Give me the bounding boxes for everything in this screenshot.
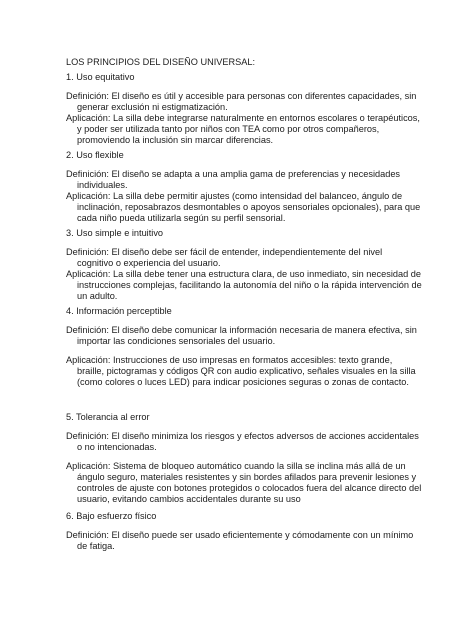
section-4-application — [66, 355, 416, 388]
application-line: Aplicación: La silla debe integrarse naturalmente en entornos escolares o terapéuticos, — [66, 113, 420, 124]
application-line: braille, pictogramas y códigos QR con audio explicativo, señales visuales en la silla — [77, 366, 416, 377]
definition-line: de fatiga. — [77, 541, 115, 552]
application-line: Aplicación: La silla debe tener una estructura clara, de uso inmediato, sin necesidad de — [66, 269, 421, 280]
application-line: Aplicación: Instrucciones de uso impresas en formatos accesibles: texto grande, — [66, 355, 393, 365]
definition-line: Definición: El diseño es útil y accesible para personas con diferentes capacidades, sin — [66, 91, 417, 101]
definition-line: importar las condiciones sensoriales del usuario. — [77, 336, 276, 347]
definition-line: Definición: El diseño puede ser usado eficientemente y cómodamente con un mínimo — [66, 530, 414, 540]
definition-line: Definición: El diseño se adapta a una amplia gama de preferencias y necesidades — [66, 169, 401, 179]
application-line: un adulto. — [77, 291, 118, 302]
section-3-body — [66, 247, 422, 302]
section-2-body — [66, 169, 421, 224]
application-line: promoviendo la inclusión sin marcar diferencias. — [77, 135, 274, 146]
section-5-application — [66, 461, 422, 505]
application-line: instrucciones complejas, facilitando la autonomía del niño o la rápida intervención de — [77, 280, 422, 291]
section-heading-1: 1. Uso equitativo — [66, 72, 135, 82]
section-6-definition — [66, 530, 416, 552]
definition-line: generar exclusión ni estigmatización. — [77, 102, 228, 113]
definition-line: individuales. — [77, 180, 128, 191]
section-5-definition — [66, 431, 419, 453]
application-line: Aplicación: Sistema de bloqueo automático cuando la silla se inclina más allá de un — [66, 461, 406, 471]
definition-line: cognitivo o experiencia del usuario. — [77, 258, 221, 269]
application-line: Aplicación: La silla debe permitir ajustes (como intensidad del balanceo, ángulo de — [66, 191, 403, 202]
section-1-body — [66, 91, 420, 146]
section-heading-3: 3. Uso simple e intuitivo — [66, 228, 164, 238]
application-line: inclinación, reposabrazos desmontables o apoyos sensoriales opcionales), para que — [77, 202, 421, 213]
application-line: usuario, evitando cambios accidentales durante su uso — [77, 494, 301, 505]
application-line: cada niño pueda utilizarla según su perfil sensorial. — [77, 213, 286, 224]
definition-line: Definición: El diseño debe comunicar la información necesaria de manera efectiva, sin — [66, 325, 417, 335]
application-line: (como colores o luces LED) para indicar posiciones seguras o zonas de contacto. — [77, 377, 409, 388]
application-line: y poder ser utilizada tanto por niños con TEA como por otros compañeros, — [77, 124, 380, 135]
definition-line: o no intencionadas. — [77, 442, 157, 453]
section-heading-4: 4. Información perceptible — [66, 306, 172, 316]
section-4-definition — [66, 325, 416, 347]
document-title: LOS PRINCIPIOS DEL DISEÑO UNIVERSAL: — [66, 57, 256, 67]
application-line: ángulo seguro, materiales resistentes y sin bordes afilados para prevenir lesiones y — [77, 472, 417, 483]
application-line: controles de ajuste con botones protegidos o colocados fuera del alcance directo del — [77, 483, 422, 494]
section-heading-2: 2. Uso flexible — [66, 150, 124, 160]
section-heading-5: 5. Tolerancia al error — [66, 412, 150, 422]
definition-line: Definición: El diseño debe ser fácil de entender, independientemente del nivel — [66, 247, 383, 257]
section-heading-6: 6. Bajo esfuerzo físico — [66, 511, 157, 521]
definition-line: Definición: El diseño minimiza los riesgos y efectos adversos de acciones accidentales — [66, 431, 419, 441]
